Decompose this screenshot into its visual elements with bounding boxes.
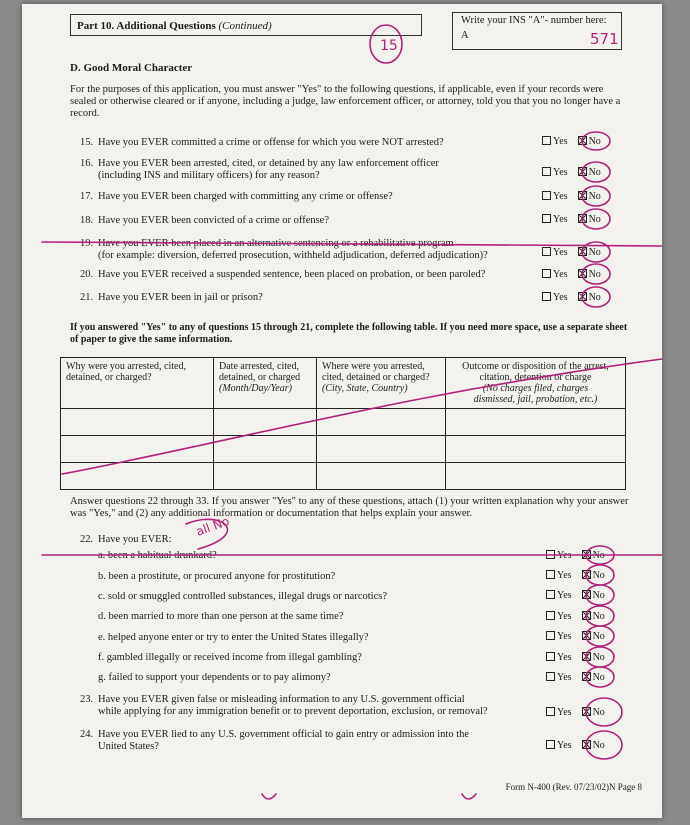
circle-no-mark	[586, 585, 614, 605]
circle-no-mark	[586, 565, 614, 585]
circle-no-mark	[586, 698, 622, 726]
yes-no-22c[interactable]: Yes No	[546, 590, 605, 601]
table-intro: If you answered "Yes" to any of questions 15 through 21, complete the following table. If you need more space, use a separate sheet of paper to give the same information.	[70, 322, 628, 345]
yes-no-22e[interactable]: Yes No	[546, 631, 605, 642]
question-17: 17. Have you EVER been charged with committing any crime or offense?	[80, 191, 393, 202]
question-20: 20. Have you EVER received a suspended sentence, been placed on probation, or been paroled?	[80, 269, 486, 280]
question-18: 18. Have you EVER been convicted of a crime or offense?	[80, 215, 330, 226]
question-22-title: 22. Have you EVER:	[80, 534, 172, 545]
strike-line-mark	[42, 242, 662, 246]
yes-no-22f[interactable]: Yes No	[546, 652, 605, 663]
yes-no-22b[interactable]: Yes No	[546, 570, 605, 581]
form-page	[22, 4, 662, 818]
answer-intro: Answer questions 22 through 33. If you answer "Yes" to any of these questions, attach (1) your written explanation why your answer was "Yes," and (2) any additional information or documentation that helps explain your answer.	[70, 496, 629, 519]
circle-no-mark	[582, 209, 610, 229]
ins-label: Write your INS "A"- number here:	[461, 15, 607, 26]
yes-no-22g[interactable]: Yes No	[546, 672, 605, 683]
handwritten-all-no: all No	[194, 513, 232, 539]
yes-no-23[interactable]: Yes No	[546, 707, 605, 718]
handwritten-number: 15	[380, 38, 398, 54]
circle-no-mark	[582, 132, 610, 150]
yes-no-16[interactable]: Yes No	[542, 167, 601, 178]
q22-item-d: d. been married to more than one person at the same time?	[98, 611, 344, 622]
question-24: 24. Have you EVER lied to any U.S. government official to gain entry or admission into the United States?	[80, 729, 470, 752]
circle-no-mark	[582, 264, 610, 284]
yes-no-22d[interactable]: Yes No	[546, 611, 605, 622]
col-why: Why were you arrested, cited, detained, or charged?	[61, 358, 214, 409]
staple-mark	[462, 794, 476, 799]
question-16: 16. Have you EVER been arrested, cited, or detained by any law enforcement officer (including INS and military officers) for any reason?	[80, 158, 439, 181]
question-15: 15. Have you EVER committed a crime or offense for which you were NOT arrested?	[80, 137, 444, 148]
yes-no-21[interactable]: Yes No	[542, 292, 601, 303]
question-19: 19. Have you EVER been placed in an alternative sentencing or a rehabilitative program (for example: diversion, deferred prosecution, withheld adjudication, deferred adjudication)?	[80, 238, 488, 261]
circle-no-mark	[582, 287, 610, 307]
q22-item-f: f. gambled illegally or received income from illegal gambling?	[98, 652, 362, 663]
col-date: Date arrested, cited, detained, or charged (Month/Day/Year)	[214, 358, 317, 409]
circle-no-mark	[586, 606, 614, 626]
yes-no-17[interactable]: Yes No	[542, 191, 601, 202]
yes-no-22a[interactable]: Yes No	[546, 550, 605, 561]
part-title: Part 10. Additional Questions	[77, 20, 216, 32]
yes-no-18[interactable]: Yes No	[542, 214, 601, 225]
q22-item-e: e. helped anyone enter or try to enter the United States illegally?	[98, 632, 369, 643]
col-outcome: Outcome or disposition of the arrest, citation, detention or charge (No charges filed, charges dismissed, jail, probation, etc.)	[446, 358, 626, 409]
yes-no-20[interactable]: Yes No	[542, 269, 601, 280]
section-title: D. Good Moral Character	[70, 62, 193, 74]
q22-item-c: c. sold or smuggled controlled substances, illegal drugs or narcotics?	[98, 591, 387, 602]
q22-item-b: b. been a prostitute, or procured anyone for prostitution?	[98, 571, 336, 582]
circle-no-mark	[586, 667, 614, 687]
circle-no-mark	[586, 626, 614, 646]
ins-prefix: A	[461, 30, 469, 41]
col-where: Where were you arrested, cited, detained or charged? (City, State, Country)	[317, 358, 446, 409]
yes-no-19[interactable]: Yes No	[542, 247, 601, 258]
form-footer: Form N-400 (Rev. 07/23/02)N Page 8	[505, 782, 642, 792]
handwriting-overlay	[22, 4, 662, 818]
handwritten-ins-number: 571	[590, 30, 619, 48]
circle-no-mark	[586, 731, 622, 759]
yes-no-15[interactable]: Yes No	[542, 136, 601, 147]
circle-no-mark	[586, 647, 614, 667]
table-strike-mark	[62, 359, 662, 474]
question-21: 21. Have you EVER been in jail or prison?	[80, 292, 263, 303]
part-suffix: (Continued)	[218, 20, 272, 32]
circle-no-mark	[582, 162, 610, 182]
question-23: 23. Have you EVER given false or misleading information to any U.S. government official while applying for any immigration benefit or to prevent deportation, exclusion, or removal?	[80, 694, 488, 717]
circle-no-mark	[582, 186, 610, 206]
section-intro: For the purposes of this application, you must answer "Yes" to the following questions, if applicable, even if your records were sealed or otherwise cleared or if anyone, including a judge, law enforcement officer, or attorney, told you that you no longer have a record.	[70, 84, 621, 119]
staple-mark	[262, 794, 276, 799]
yes-no-24[interactable]: Yes No	[546, 740, 605, 751]
q22-item-a: a. been a habitual drunkard?	[98, 550, 217, 561]
q22-item-g: g. failed to support your dependents or to pay alimony?	[98, 672, 331, 683]
